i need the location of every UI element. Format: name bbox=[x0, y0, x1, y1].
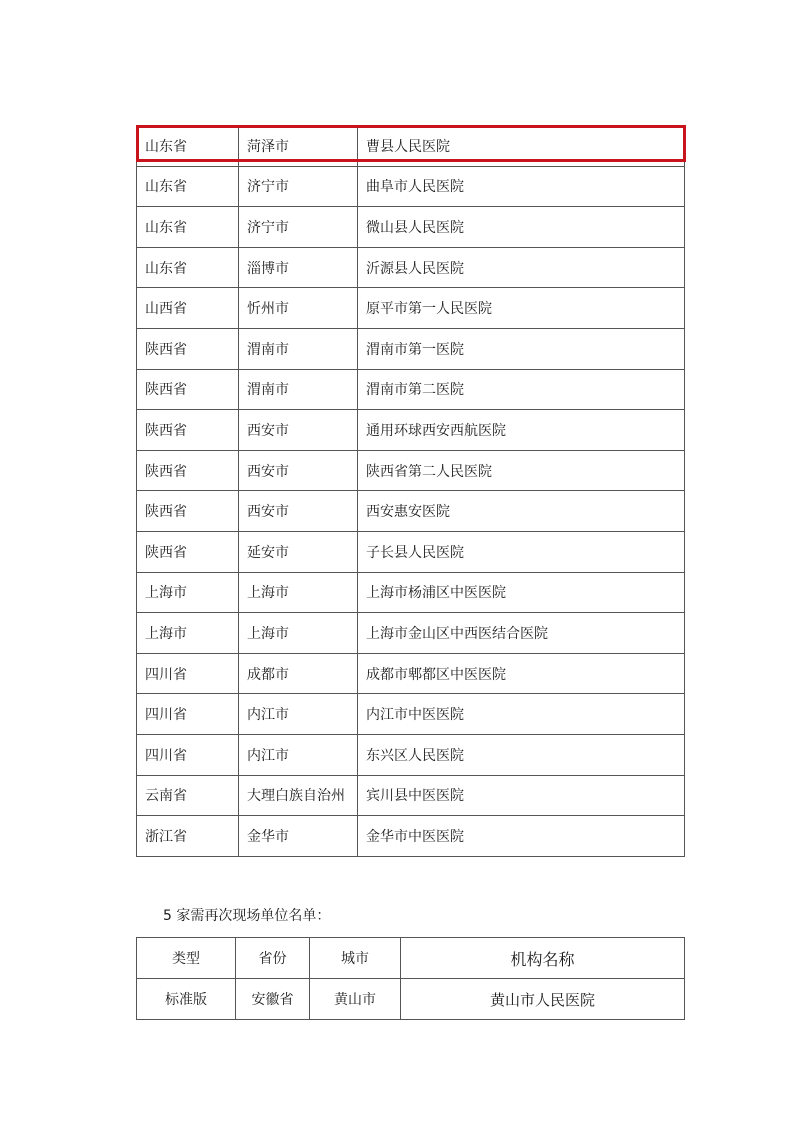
table-row bbox=[137, 613, 685, 654]
cell-province: 陕西省 bbox=[137, 369, 239, 410]
table-row bbox=[137, 247, 685, 288]
cell-hospital-name: 宾川县中医医院 bbox=[358, 775, 685, 816]
cell-hospital-name: 通用环球西安西航医院 bbox=[358, 410, 685, 451]
cell-hospital-name: 上海市杨浦区中医医院 bbox=[358, 572, 685, 613]
cell-province: 陕西省 bbox=[137, 328, 239, 369]
cell-province: 陕西省 bbox=[137, 450, 239, 491]
revisit-row bbox=[137, 979, 685, 1020]
cell-province: 陕西省 bbox=[137, 531, 239, 572]
table-row bbox=[137, 653, 685, 694]
table-row bbox=[137, 572, 685, 613]
table-row bbox=[137, 126, 685, 167]
cell-hospital-name: 渭南市第一医院 bbox=[358, 328, 685, 369]
table-row bbox=[137, 288, 685, 329]
cell-city: 成都市 bbox=[239, 653, 358, 694]
table-row bbox=[137, 775, 685, 816]
cell-city: 黄山市 bbox=[310, 979, 401, 1020]
header-institution-name: 机构名称 bbox=[401, 938, 685, 979]
cell-city: 济宁市 bbox=[239, 166, 358, 207]
cell-province: 山西省 bbox=[137, 288, 239, 329]
table-row bbox=[137, 491, 685, 532]
hospital-list-table bbox=[136, 125, 685, 857]
cell-hospital-name: 金华市中医医院 bbox=[358, 816, 685, 857]
cell-type: 标准版 bbox=[137, 979, 236, 1020]
cell-province: 云南省 bbox=[137, 775, 239, 816]
cell-city: 忻州市 bbox=[239, 288, 358, 329]
header-province: 省份 bbox=[236, 938, 310, 979]
header-type: 类型 bbox=[137, 938, 236, 979]
cell-city: 内江市 bbox=[239, 694, 358, 735]
table-row bbox=[137, 369, 685, 410]
cell-city: 济宁市 bbox=[239, 207, 358, 248]
cell-hospital-name: 微山县人民医院 bbox=[358, 207, 685, 248]
cell-city: 金华市 bbox=[239, 816, 358, 857]
table-row bbox=[137, 328, 685, 369]
cell-city: 西安市 bbox=[239, 410, 358, 451]
cell-province: 陕西省 bbox=[137, 491, 239, 532]
table-row bbox=[137, 531, 685, 572]
cell-city: 西安市 bbox=[239, 450, 358, 491]
cell-hospital-name: 成都市郫都区中医医院 bbox=[358, 653, 685, 694]
cell-city: 大理白族自治州 bbox=[239, 775, 358, 816]
cell-hospital-name: 上海市金山区中西医结合医院 bbox=[358, 613, 685, 654]
cell-hospital-name: 子长县人民医院 bbox=[358, 531, 685, 572]
cell-province: 陕西省 bbox=[137, 410, 239, 451]
cell-hospital-name: 东兴区人民医院 bbox=[358, 734, 685, 775]
table-row bbox=[137, 207, 685, 248]
cell-hospital-name: 曲阜市人民医院 bbox=[358, 166, 685, 207]
cell-hospital-name: 渭南市第二医院 bbox=[358, 369, 685, 410]
table-row bbox=[137, 410, 685, 451]
cell-province: 四川省 bbox=[137, 653, 239, 694]
cell-hospital-name: 西安惠安医院 bbox=[358, 491, 685, 532]
cell-province: 安徽省 bbox=[236, 979, 310, 1020]
cell-province: 上海市 bbox=[137, 613, 239, 654]
cell-city: 延安市 bbox=[239, 531, 358, 572]
cell-province: 山东省 bbox=[137, 126, 239, 167]
cell-city: 渭南市 bbox=[239, 328, 358, 369]
cell-institution-name: 黄山市人民医院 bbox=[401, 979, 685, 1020]
table-row bbox=[137, 166, 685, 207]
cell-city: 上海市 bbox=[239, 613, 358, 654]
revisit-list-table bbox=[136, 937, 685, 1020]
cell-city: 淄博市 bbox=[239, 247, 358, 288]
cell-province: 山东省 bbox=[137, 207, 239, 248]
hospital-list-body bbox=[137, 126, 685, 857]
header-city: 城市 bbox=[310, 938, 401, 979]
cell-hospital-name: 陕西省第二人民医院 bbox=[358, 450, 685, 491]
cell-province: 上海市 bbox=[137, 572, 239, 613]
cell-hospital-name: 原平市第一人民医院 bbox=[358, 288, 685, 329]
table-row bbox=[137, 450, 685, 491]
cell-hospital-name: 沂源县人民医院 bbox=[358, 247, 685, 288]
cell-city: 菏泽市 bbox=[239, 126, 358, 167]
cell-city: 内江市 bbox=[239, 734, 358, 775]
revisit-header-row bbox=[137, 938, 685, 979]
table-row bbox=[137, 816, 685, 857]
cell-province: 山东省 bbox=[137, 247, 239, 288]
cell-province: 四川省 bbox=[137, 694, 239, 735]
section-caption: 5 家需再次现场单位名单： bbox=[163, 908, 331, 924]
cell-city: 渭南市 bbox=[239, 369, 358, 410]
cell-province: 四川省 bbox=[137, 734, 239, 775]
cell-hospital-name: 内江市中医医院 bbox=[358, 694, 685, 735]
cell-hospital-name: 曹县人民医院 bbox=[358, 126, 685, 167]
cell-province: 山东省 bbox=[137, 166, 239, 207]
cell-city: 西安市 bbox=[239, 491, 358, 532]
cell-province: 浙江省 bbox=[137, 816, 239, 857]
table-row bbox=[137, 734, 685, 775]
cell-city: 上海市 bbox=[239, 572, 358, 613]
table-row bbox=[137, 694, 685, 735]
